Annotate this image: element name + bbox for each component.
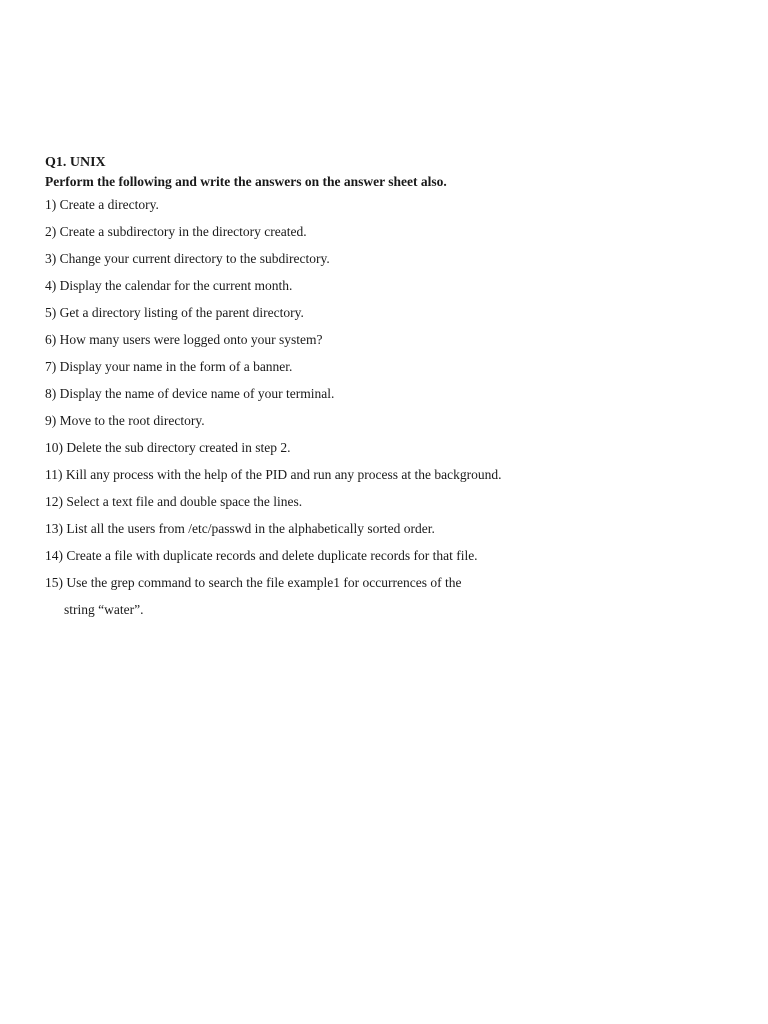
task-item: 5) Get a directory listing of the parent directory. xyxy=(45,305,304,320)
question-instruction: Perform the following and write the answers on the answer sheet also. xyxy=(45,174,447,189)
task-item: 4) Display the calendar for the current month. xyxy=(45,278,293,293)
task-item: 15) Use the grep command to search the file example1 for occurrences of the xyxy=(45,575,462,590)
task-list xyxy=(45,191,745,623)
task-item: 10) Delete the sub directory created in step 2. xyxy=(45,440,291,455)
task-item: 3) Change your current directory to the subdirectory. xyxy=(45,251,330,266)
task-item: 11) Kill any process with the help of the PID and run any process at the background. xyxy=(45,467,502,482)
task-item: 13) List all the users from /etc/passwd in the alphabetically sorted order. xyxy=(45,521,435,536)
task-item: 9) Move to the root directory. xyxy=(45,413,205,428)
task-item: 2) Create a subdirectory in the directory created. xyxy=(45,224,307,239)
task-item: 1) Create a directory. xyxy=(45,197,159,212)
task-item: 14) Create a file with duplicate records and delete duplicate records for that file. xyxy=(45,548,478,563)
task-item: 7) Display your name in the form of a banner. xyxy=(45,359,293,374)
question-block xyxy=(45,154,745,623)
task-item-continuation: string “water”. xyxy=(64,602,144,617)
task-item: 6) How many users were logged onto your system? xyxy=(45,332,323,347)
task-item: 8) Display the name of device name of your terminal. xyxy=(45,386,335,401)
question-title: Q1. UNIX xyxy=(45,155,106,170)
task-item: 12) Select a text file and double space the lines. xyxy=(45,494,303,509)
